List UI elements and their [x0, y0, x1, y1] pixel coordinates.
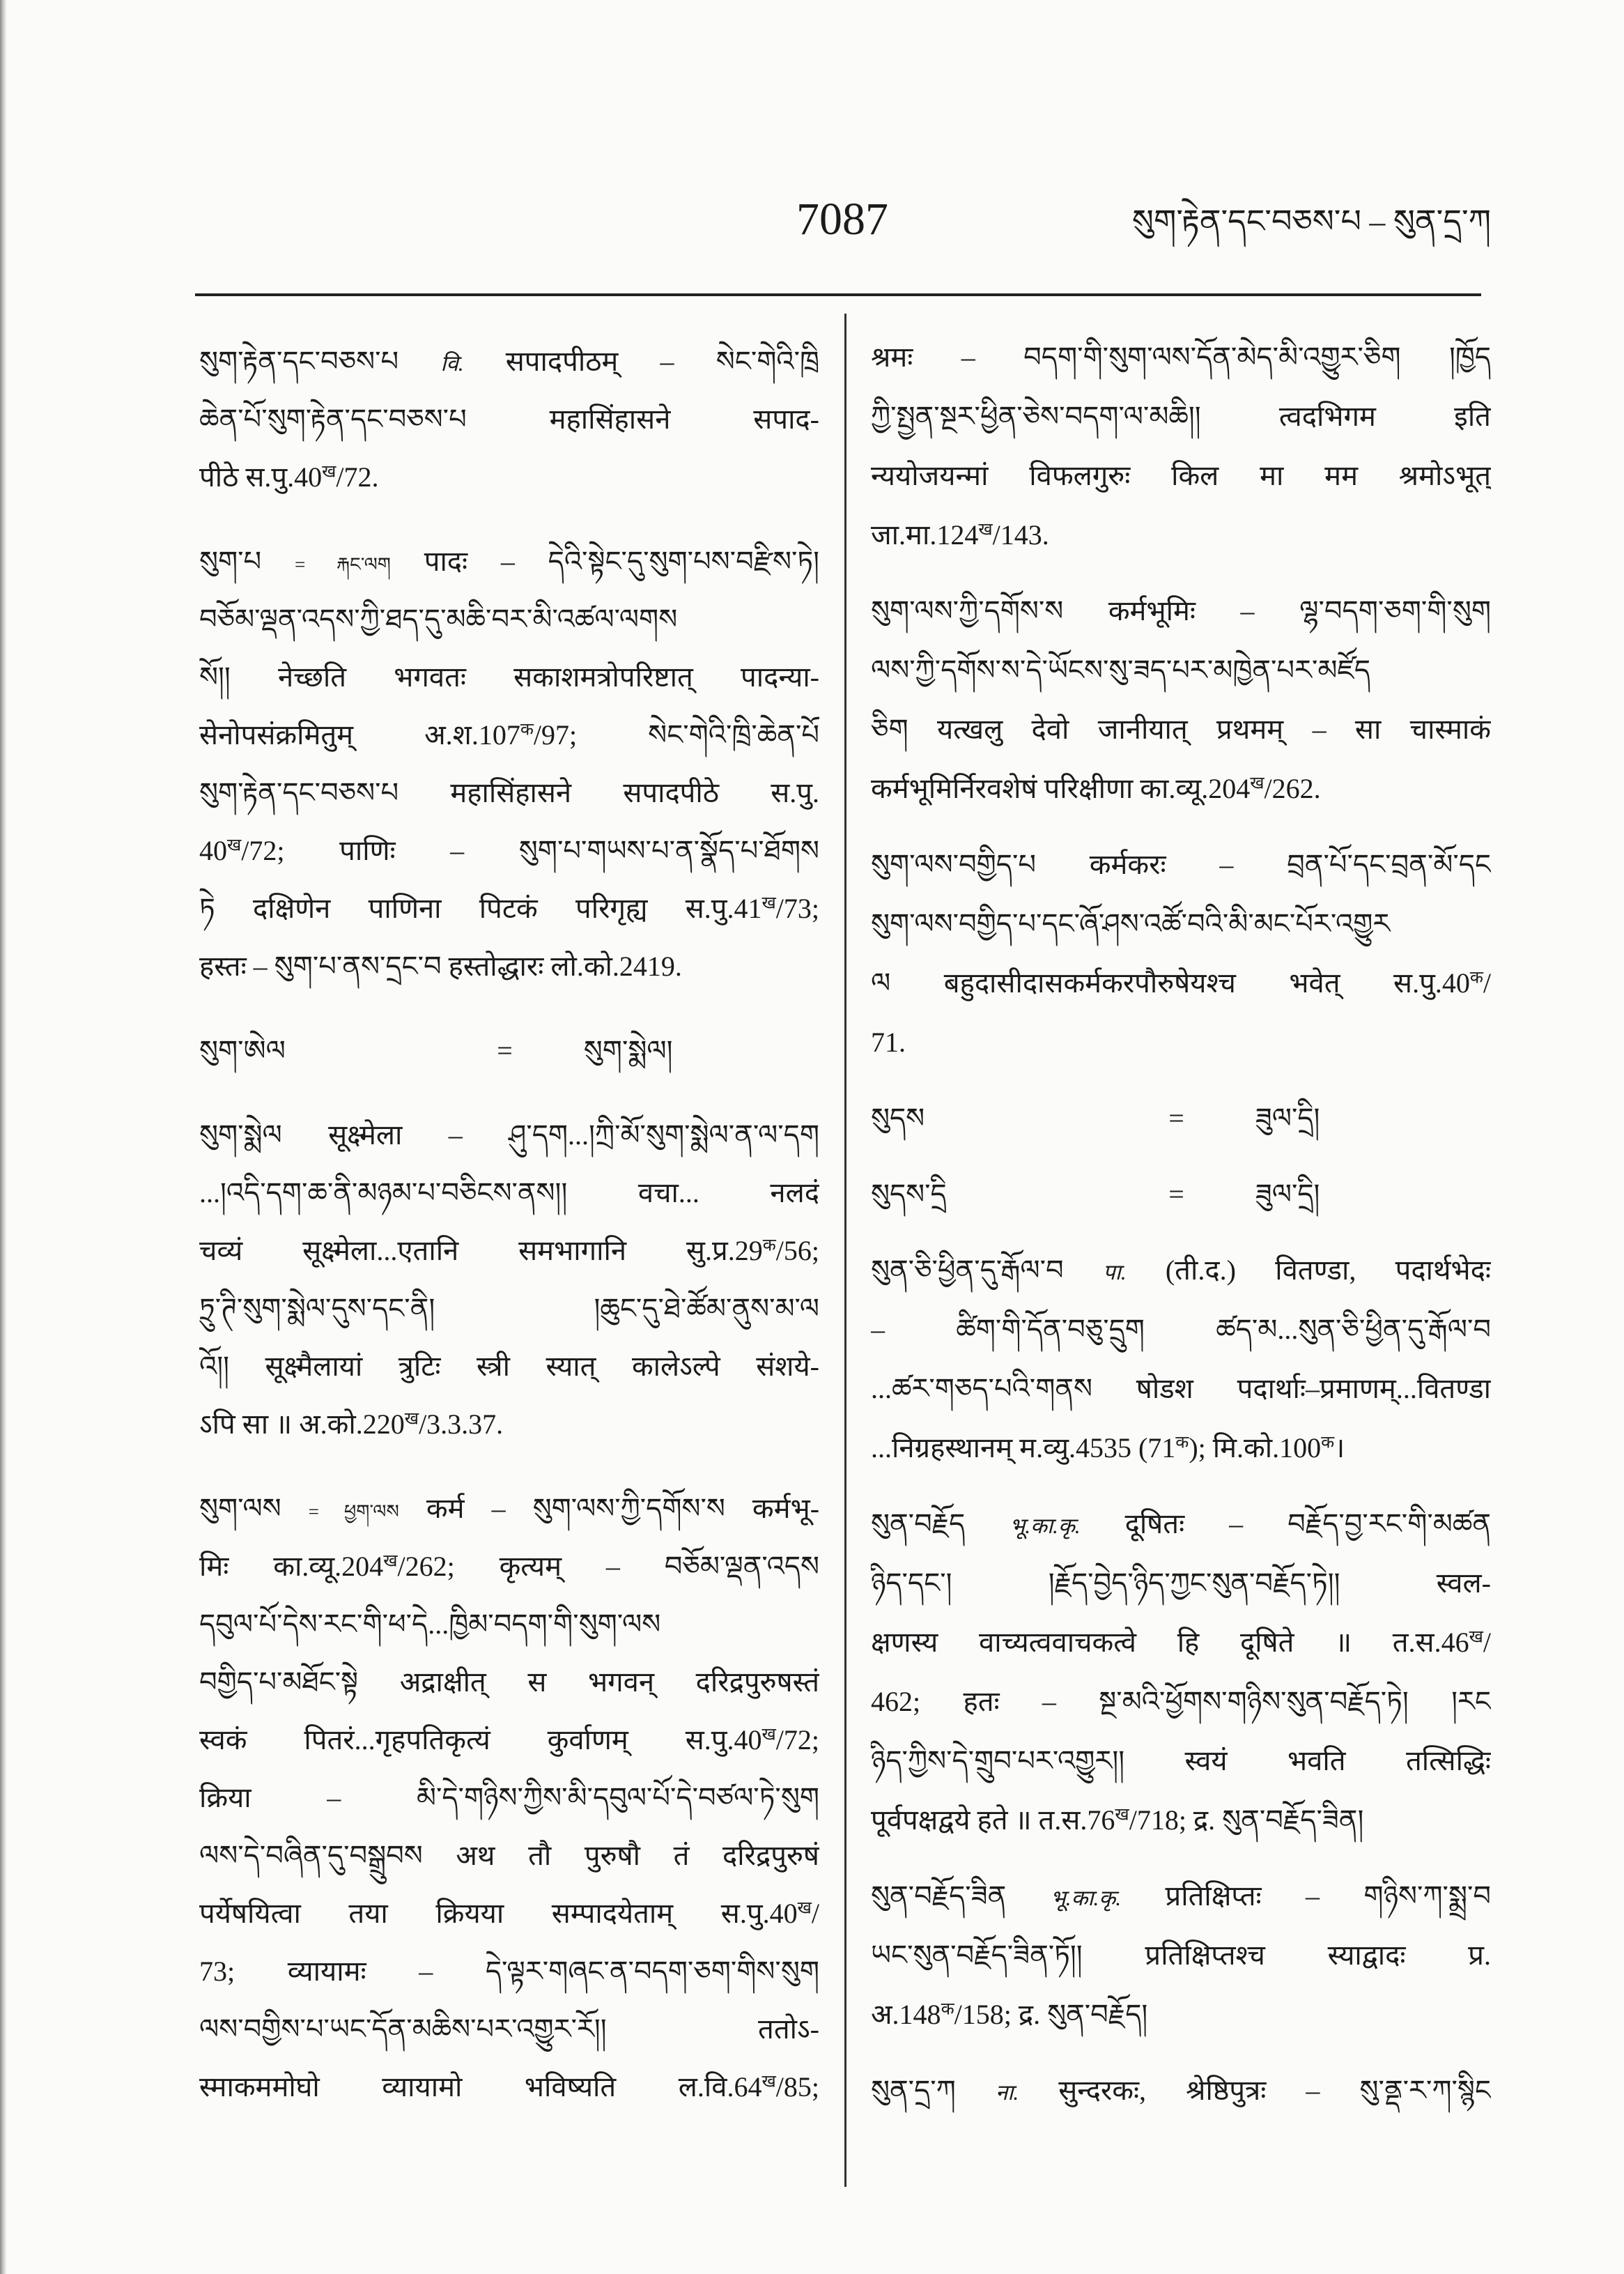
dictionary-entry — [871, 1866, 1491, 2044]
text-run: /262. — [1264, 773, 1321, 804]
text-run: ལས་ཀྱི་དགོས་ས་དེ་ཡོངས་སུ་ཟད་པར་མཁྱེན་པར་མཛོད — [871, 654, 1370, 686]
text-run: ཏེ दक्षिणेन पाणिना पिटकं परिगृह्य स.पु.41 — [199, 893, 762, 924]
text-run: अ.148 — [871, 1999, 941, 2030]
text-line — [199, 532, 819, 590]
dictionary-entry — [871, 1165, 1491, 1224]
variant-gloss: = རྐང་ལག — [294, 554, 391, 575]
text-run: 73; व्यायामः – དེ་ལྟར་གཞང་ན་བདག་ཅག་གིས་སུག — [199, 1956, 819, 1987]
text-run: སུན་བརྗོད — [871, 1508, 1010, 1539]
superscript-folio-side: ख — [761, 1725, 776, 1744]
text-run: ...ཚར་གཅད་པའི་གནས षोडश पदार्थाः–प्रमाणम्...वितण्डा — [871, 1373, 1491, 1404]
grammar-abbreviation: ना. — [995, 2080, 1019, 2105]
variant-gloss: = ཕྱག་ལས — [308, 1501, 399, 1522]
text-run: སུན་ཅི་ཕྱིན་དུ་རྒོལ་བ — [871, 1254, 1103, 1286]
column-divider — [844, 314, 846, 2187]
dictionary-entry — [871, 1240, 1491, 1477]
dictionary-entry — [199, 1106, 819, 1453]
header-rule — [195, 293, 1481, 296]
text-run: /97; སེང་གེའི་ཁྲི་ཆེན་པོ — [533, 719, 819, 751]
text-line — [199, 2058, 819, 2116]
text-run: 462; हतः – སྔ་མའི་ཕྱོགས་གཉིས་སུན་བརྗོད་ཏེ། །རང — [871, 1686, 1491, 1717]
superscript-folio-side: ख — [227, 836, 242, 855]
text-run: – ཚིག་གི་དོན་བཅུ་དྲུག ཚད་མ...སུན་ཅི་ཕྱིན་དུ་རྒོལ་བ — [871, 1314, 1491, 1345]
text-run: / — [811, 1898, 819, 1929]
text-line — [871, 1494, 1491, 1553]
text-run: मिः का.व्यू.204 — [199, 1551, 384, 1582]
text-line — [871, 328, 1491, 387]
text-run: चव्यं सूक्ष्मेला...एतानि समभागानि सु.प्र.29 — [199, 1235, 763, 1266]
headword: སུདས་དྲི — [871, 1178, 947, 1210]
dictionary-entry — [871, 328, 1491, 564]
text-run: / — [1483, 967, 1491, 999]
text-run: སུན་བརྗོད་ཟིན — [871, 1880, 1051, 1912]
text-line — [199, 879, 819, 937]
equals-sign: = — [1168, 1178, 1184, 1210]
text-run: (ती.द.) वितण्डा, पदार्थभेदः — [1126, 1254, 1491, 1286]
equals-sign: = — [497, 1035, 513, 1066]
superscript-folio-side: ख — [1250, 774, 1265, 793]
cross-reference-target: ཟུལ་དྲི། — [1255, 1178, 1320, 1210]
text-run: /85; — [775, 2071, 819, 2103]
text-line — [871, 700, 1491, 759]
text-line — [199, 706, 819, 764]
right-column — [871, 328, 1491, 2120]
text-line — [871, 446, 1491, 505]
grammar-abbreviation: भू.का.कृ. — [1010, 1514, 1081, 1538]
cross-reference-target: ཟུལ་དྲི། — [1255, 1103, 1320, 1134]
text-run: पूर्वपक्षद्वये हते ॥ त.स.76 — [871, 1804, 1115, 1836]
text-line — [199, 822, 819, 879]
text-run: སུག་རྟེན་དང་བཅས་པ — [199, 346, 441, 377]
grammar-abbreviation: वि. — [440, 351, 464, 376]
text-line — [871, 1926, 1491, 1985]
text-line — [199, 764, 819, 822]
text-run: सपादपीठम् – སེང་གེའི་ཁྲི — [463, 346, 819, 377]
superscript-folio-side: ख — [761, 2072, 776, 2091]
text-run: སུག་ལས་བགྱིད་པ་དང་ཞོ་ཤས་འཚོ་བའི་མི་མང་པོར་འགྱུར — [871, 908, 1391, 939]
text-run: कर्म – སུག་ལས་ཀྱི་དགོས་ས कर्मभू- — [399, 1493, 819, 1524]
text-run: ཉིད་དང་། །རྗོད་བྱེད་ཉིད་ཀྱང་སུན་བརྗོད་ཏེ།། स्वल- — [871, 1567, 1491, 1599]
text-line — [199, 1653, 819, 1711]
superscript-folio-side: क — [520, 720, 534, 739]
scan-edge — [0, 0, 7, 2274]
headword: སུག་ཨེལ — [199, 1035, 286, 1066]
superscript-folio-side: ख — [383, 1551, 398, 1571]
text-run: ཅིག यत्खलु देवो जानीयात् प्रथमम् – सा चास्माकं — [871, 714, 1491, 745]
text-line — [871, 640, 1491, 700]
text-line — [199, 390, 819, 448]
text-line — [199, 1827, 819, 1884]
text-line — [871, 759, 1491, 818]
text-run: /143. — [992, 519, 1049, 551]
text-run: पीठे स.पु.40 — [199, 461, 323, 493]
superscript-folio-side: ख — [1469, 1627, 1483, 1647]
text-line — [871, 1418, 1491, 1477]
cross-reference-line — [871, 1165, 1491, 1224]
text-line — [199, 1942, 819, 2000]
headword: སུདས — [871, 1103, 925, 1134]
text-run: སུག་པ — [199, 546, 295, 577]
text-run: कर्मभूमिर्निरवशेषं परिक्षीणा का.व्यू.204 — [871, 773, 1251, 804]
text-line — [871, 1240, 1491, 1300]
text-line — [199, 648, 819, 706]
dictionary-entry — [871, 835, 1491, 1072]
text-line — [871, 835, 1491, 894]
superscript-folio-side: ख — [322, 462, 337, 482]
text-line — [871, 894, 1491, 953]
superscript-folio-side: क — [1321, 1433, 1335, 1452]
text-run: སུག་སྨེལ सूक्ष्मेला – ཤུ་དག...།ཀྲི་མོ་སུག་སྨེལ་ན་ལ་དག — [199, 1119, 819, 1151]
text-run: ); मि.को.100 — [1189, 1432, 1322, 1463]
text-run: ऽपि सा ॥ अ.को.220 — [199, 1408, 405, 1440]
text-run: /158; द्र. སུན་བརྗོད། — [954, 1999, 1148, 2030]
text-run: སུག་ལས — [199, 1493, 309, 1524]
text-run: /73; — [775, 893, 819, 924]
superscript-folio-side: क — [1175, 1433, 1189, 1452]
dictionary-entry — [871, 1089, 1491, 1148]
text-line — [871, 1613, 1491, 1672]
page-number: 7087 — [796, 194, 888, 245]
text-run: /262; कृत्यम् – བཅོམ་ལྡན་འདས — [397, 1551, 819, 1582]
dictionary-entry — [871, 1494, 1491, 1850]
left-column — [199, 332, 819, 2116]
text-line — [871, 1672, 1491, 1731]
text-run: ཏྲུ་ཊི་སུག་སྨེལ་དུས་དང་ནི། །ཆུང་དུ་ཐེ་ཚོམ་ནུས་མ་ལ — [199, 1293, 819, 1324]
text-run: འོ།། सूक्ष्मैलायां त्रुटिः स्त्री स्यात् कालेऽल्पे संशये- — [199, 1351, 819, 1382]
superscript-folio-side: क — [1469, 968, 1483, 988]
text-run: 71. — [871, 1027, 906, 1058]
text-run: ཡང་སུན་བརྗོད་ཟིན་ཏོ།། प्रतिक्षिप्तश्च स्याद्वादः प्र. — [871, 1939, 1491, 1971]
text-line — [871, 1300, 1491, 1359]
text-line — [871, 1013, 1491, 1072]
text-run: पर्येषयित्वा तया क्रियया सम्पादयेताम् स.पु.40 — [199, 1898, 798, 1929]
running-head: སུག་རྟེན་དང་བཅས་པ – སུན་དྲ་ཀ — [1131, 203, 1491, 239]
text-run: ལས་བགྱིས་པ་ཡང་དོན་མཆིས་པར་འགྱུར་རོ།། ततोऽ- — [199, 2013, 819, 2045]
superscript-folio-side: ख — [1115, 1805, 1129, 1824]
text-line — [871, 1553, 1491, 1613]
text-run: /72; पाणिः – སུག་པ་གཡས་པ་ན་སྣོད་པ་ཐོགས — [241, 835, 819, 866]
text-run: /718; द्र. སུན་བརྗོད་ཟིན། — [1129, 1804, 1364, 1836]
text-line — [871, 2061, 1491, 2120]
text-line — [199, 332, 819, 390]
text-run: 40 — [199, 835, 227, 866]
text-line — [871, 1731, 1491, 1790]
text-run: སུན་དྲ་ཀ — [871, 2075, 996, 2106]
text-line — [199, 1711, 819, 1769]
superscript-folio-side: ख — [978, 520, 993, 539]
text-run: न्ययोजयन्मां विफलगुरुः किल मा मम श्रमोऽभूत् — [871, 460, 1491, 491]
text-line — [199, 1106, 819, 1164]
text-line — [199, 1222, 819, 1280]
text-line — [199, 1337, 819, 1395]
dictionary-entry — [199, 532, 819, 995]
dictionary-entry — [199, 1480, 819, 2116]
text-run: ཀྱི་སྤྱན་སྔར་ཕྱིན་ཅེས་བདག་ལ་མཆི།། त्वदभिगम इति — [871, 401, 1491, 432]
text-run: སོ།། नेच्छति भगवतः सकाशमत्रोपरिष्टात् पादन्या- — [199, 661, 819, 693]
text-line — [871, 505, 1491, 564]
text-run: क्षणस्य वाच्यत्ववाचकत्वे हि दूषिते ॥ त.स.46 — [871, 1627, 1469, 1658]
text-run: क्रिया – མི་དེ་གཉིས་ཀྱིས་མི་དབུལ་པོ་དེ་བཙལ་ཏེ་སུག — [199, 1782, 819, 1813]
text-run: /72; — [775, 1724, 819, 1756]
text-run: ཉིད་ཀྱིས་དེ་གྲུབ་པར་འགྱུར།། स्वयं भवति तत्सिद्धिः — [871, 1745, 1491, 1776]
superscript-folio-side: ख — [761, 893, 776, 913]
text-run: སུག་ལས་བགྱིད་པ कर्मकरः – བྲན་པོ་དང་བྲན་མོ་དང — [871, 849, 1491, 880]
cross-reference-target: སུག་སྨེལ། — [583, 1035, 673, 1066]
text-run: སུག་ལས་ཀྱི་དགོས་ས कर्मभूमिः – ལྷ་བདག་ཅག་གི་སུག — [871, 595, 1491, 627]
text-line — [871, 1866, 1491, 1926]
text-line — [871, 953, 1491, 1013]
cross-reference-line — [199, 1022, 819, 1080]
text-run: /72. — [336, 461, 379, 493]
text-line — [871, 1790, 1491, 1850]
text-run: ...།འདི་དག་ཆ་ནི་མཉམ་པ་བཅིངས་ནས།། वचा... नलदं — [199, 1177, 819, 1208]
text-run: སུག་རྟེན་དང་བཅས་པ महासिंहासने सपादपीठे स.पु. — [199, 777, 819, 808]
text-run: प्रतिक्षिप्तः – གཉིས་ཀ་སྨྲ་བ — [1121, 1880, 1491, 1912]
text-line — [871, 581, 1491, 640]
grammar-abbreviation: भू.का.कृ. — [1050, 1886, 1122, 1910]
dictionary-entry — [199, 332, 819, 506]
text-line — [199, 937, 819, 995]
text-line — [199, 2000, 819, 2058]
text-run: བཅོམ་ལྡན་འདས་ཀྱི་ཐད་དུ་མཆི་བར་མི་འཚལ་ལགས — [199, 604, 678, 635]
superscript-folio-side: ख — [404, 1409, 419, 1429]
text-run: हस्तः – སུག་པ་ནས་དྲང་བ हस्तोद्धारः लो.को.2419. — [199, 951, 682, 982]
text-run: सुन्दरकः, श्रेष्ठिपुत्रः – སུ་ནྡ་ར་ཀ་སྙིང — [1019, 2075, 1491, 2106]
text-run: दूषितः – བརྗོད་བྱ་རང་གི་མཚན — [1080, 1508, 1491, 1539]
text-line — [199, 590, 819, 648]
text-run: स्वकं पितरं...गृहपतिकृत्यं कुर्वाणम् स.पु.40 — [199, 1724, 762, 1756]
text-run: ཆེན་པོ་སུག་རྟེན་དང་བཅས་པ महासिंहासने सपाद- — [199, 404, 819, 435]
text-run: /3.3.37. — [419, 1408, 504, 1440]
text-run: । — [1334, 1432, 1345, 1463]
equals-sign: = — [1168, 1103, 1184, 1134]
text-run: དབུལ་པོ་དེས་རང་གི་ཕ་དེ...ཁྱིམ་བདག་གི་སུག་ལས — [199, 1608, 661, 1640]
text-line — [199, 1395, 819, 1453]
text-line — [199, 1595, 819, 1653]
text-line — [871, 387, 1491, 446]
text-run: जा.मा.124 — [871, 519, 979, 551]
superscript-folio-side: ख — [797, 1898, 812, 1918]
text-run: /56; — [775, 1235, 819, 1266]
text-line — [871, 1985, 1491, 2044]
cross-reference-line — [871, 1089, 1491, 1148]
dictionary-entry — [199, 1022, 819, 1080]
text-run: / — [1483, 1627, 1491, 1658]
text-line — [199, 1769, 819, 1827]
text-run: श्रमः – བདག་གི་སུག་ལས་དོན་མེད་མི་འགྱུར་ཅིག །ཁྱོད — [871, 341, 1491, 373]
text-run: ལ बहुदासीदासकर्मकरपौरुषेयश्च भवेत् स.पु.40 — [871, 967, 1470, 999]
superscript-folio-side: क — [941, 1999, 954, 2019]
text-run: ...निग्रहस्थानम् म.व्यु.4535 (71 — [871, 1432, 1176, 1463]
text-line — [199, 448, 819, 506]
dictionary-entry — [871, 2061, 1491, 2120]
text-line — [199, 1884, 819, 1942]
text-line — [199, 1480, 819, 1537]
text-line — [199, 1164, 819, 1222]
text-line — [199, 1280, 819, 1337]
text-run: ལས་དེ་བཞིན་དུ་བསྒྲུབས अथ तौ पुरुषौ तं दरिद्रपुरुषं — [199, 1840, 819, 1871]
text-line — [871, 1359, 1491, 1418]
text-run: पादः – དེའི་སྟེང་དུ་སུག་པས་བརྫིས་ཏེ། — [390, 546, 819, 577]
grammar-abbreviation: पा. — [1102, 1260, 1127, 1284]
text-line — [199, 1537, 819, 1595]
text-run: सेनोपसंक्रमितुम् अ.श.107 — [199, 719, 520, 751]
superscript-folio-side: क — [762, 1236, 776, 1255]
dictionary-entry — [871, 581, 1491, 818]
text-run: བགྱིད་པ་མཐོང་སྟེ अद्राक्षीत् स भगवन् दरिद्रपुरुषस्तं — [199, 1666, 819, 1698]
text-run: स्माकममोघो व्यायामो भविष्यति ल.वि.64 — [199, 2071, 762, 2103]
